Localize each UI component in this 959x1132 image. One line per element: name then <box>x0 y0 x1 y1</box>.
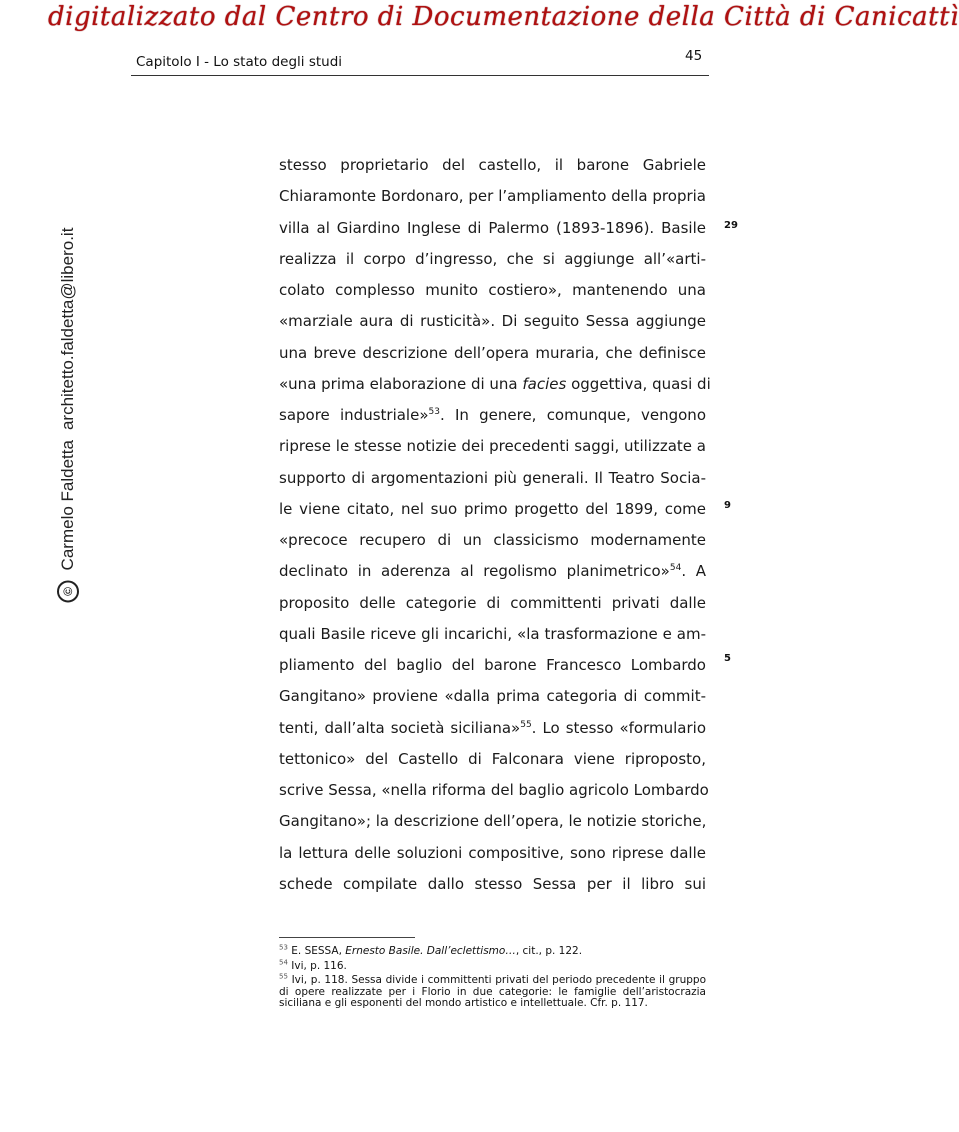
footnote-text: , cit., p. 122. <box>515 945 583 957</box>
chapter-header: Capitolo I - Lo stato degli studi <box>136 54 343 70</box>
watermark-author: Carmelo Faldetta <box>58 440 77 571</box>
watermark-email: architetto.faldetta@libero.it <box>58 227 77 431</box>
footnote <box>279 943 706 958</box>
text-line: scrive Sessa, «nella riforma del baglio agricolo Lombardo <box>279 781 709 799</box>
footnote-number: 54 <box>279 958 288 966</box>
footnotes <box>279 943 706 1013</box>
text-fragment: . A <box>681 562 706 581</box>
text-line: Gangitano»; la descrizione dell’opera, le notizie storiche, <box>279 812 707 831</box>
margin-number: 9 <box>724 500 731 511</box>
text-line: proposito delle categorie di committenti privati dalle <box>279 593 706 612</box>
footnote-text: Ivi, p. 118. Sessa divide i committenti privati del periodo precedente il gruppo di opere realizzate per i Florio in due categorie: le famiglie dell’aristocrazia siciliana e gli esponenti del mondo artistico e intellettuale. Cfr. p. 117. <box>279 974 706 1009</box>
margin-number: 5 <box>724 653 731 664</box>
text-line: «precoce recupero di un classicismo modernamente <box>279 531 706 549</box>
text-line <box>279 400 706 431</box>
page-number: 45 <box>685 48 703 64</box>
footnote-text: E. SESSA, <box>287 945 346 957</box>
text-fragment: . In genere, comunque, vengono <box>439 406 706 424</box>
footnote <box>279 972 706 1010</box>
text-line: «marziale aura di rusticità». Di seguito Sessa aggiunge <box>279 312 706 331</box>
text-line: una breve descrizione dell’opera muraria, che definisce <box>279 343 706 362</box>
text-fragment: . Lo stesso «formulario <box>531 718 706 737</box>
footnote-ref[interactable]: 53 <box>428 407 440 417</box>
text-line: schede compilate dallo stesso Sessa per il libro sui <box>279 874 706 893</box>
text-fragment: sapore industriale» <box>279 406 429 424</box>
footnote-number: 53 <box>279 943 288 952</box>
footnote-ref[interactable]: 55 <box>520 719 532 730</box>
footnote-title: Ernesto Basile. Dall’eclettismo… <box>345 945 516 957</box>
text-line: quali Basile riceve gli incarichi, «la trasformazione e am- <box>279 624 706 643</box>
footnote-ref[interactable]: 54 <box>669 563 682 574</box>
margin-number: 29 <box>724 220 738 231</box>
text-line: tettonico» del Castello di Falconara viene riproposto, <box>279 749 706 768</box>
text-fragment: «una prima elaborazione di una <box>279 374 523 393</box>
text-line <box>279 713 706 744</box>
text-line: riprese le stesse notizie dei precedenti saggi, utilizzate a <box>279 437 706 456</box>
footnote-rule <box>279 937 415 938</box>
copyright-icon: © <box>57 580 79 602</box>
text-line: le viene citato, nel suo primo progetto del 1899, come <box>279 499 706 518</box>
text-line <box>279 556 706 587</box>
text-line: villa al Giardino Inglese di Palermo (1893-1896). Basile <box>279 218 706 237</box>
text-line: Chiaramonte Bordonaro, per l’ampliamento della propria <box>279 187 706 206</box>
text-fragment: declinato in aderenza al regolismo planimetrico» <box>279 562 670 581</box>
text-fragment: oggettiva, quasi di <box>566 374 711 393</box>
text-line: la lettura delle soluzioni compositive, sono riprese dalle <box>279 843 706 862</box>
text-line: stesso proprietario del castello, il barone Gabriele <box>279 156 706 174</box>
text-fragment: tenti, dall’alta società siciliana» <box>279 718 521 737</box>
body-text <box>279 150 711 900</box>
italic-term: facies <box>522 374 567 393</box>
digitization-watermark: digitalizzato dal Centro di Documentazione della Città di Canicattì <box>48 2 959 32</box>
text-line <box>279 369 711 400</box>
text-line: pliamento del baglio del barone Francesco Lombardo <box>279 656 706 674</box>
text-line: supporto di argomentazioni più generali. Il Teatro Socia- <box>279 468 706 487</box>
text-line: realizza il corpo d’ingresso, che si aggiunge all’«arti- <box>279 249 706 268</box>
footnote <box>279 958 706 973</box>
text-line: colato complesso munito costiero», mantenendo una <box>279 281 706 299</box>
text-line: Gangitano» proviene «dalla prima categoria di commit- <box>279 687 706 706</box>
header-rule <box>131 75 709 76</box>
footnote-text: Ivi, p. 116. <box>287 959 347 972</box>
footnote-number: 55 <box>279 972 288 981</box>
